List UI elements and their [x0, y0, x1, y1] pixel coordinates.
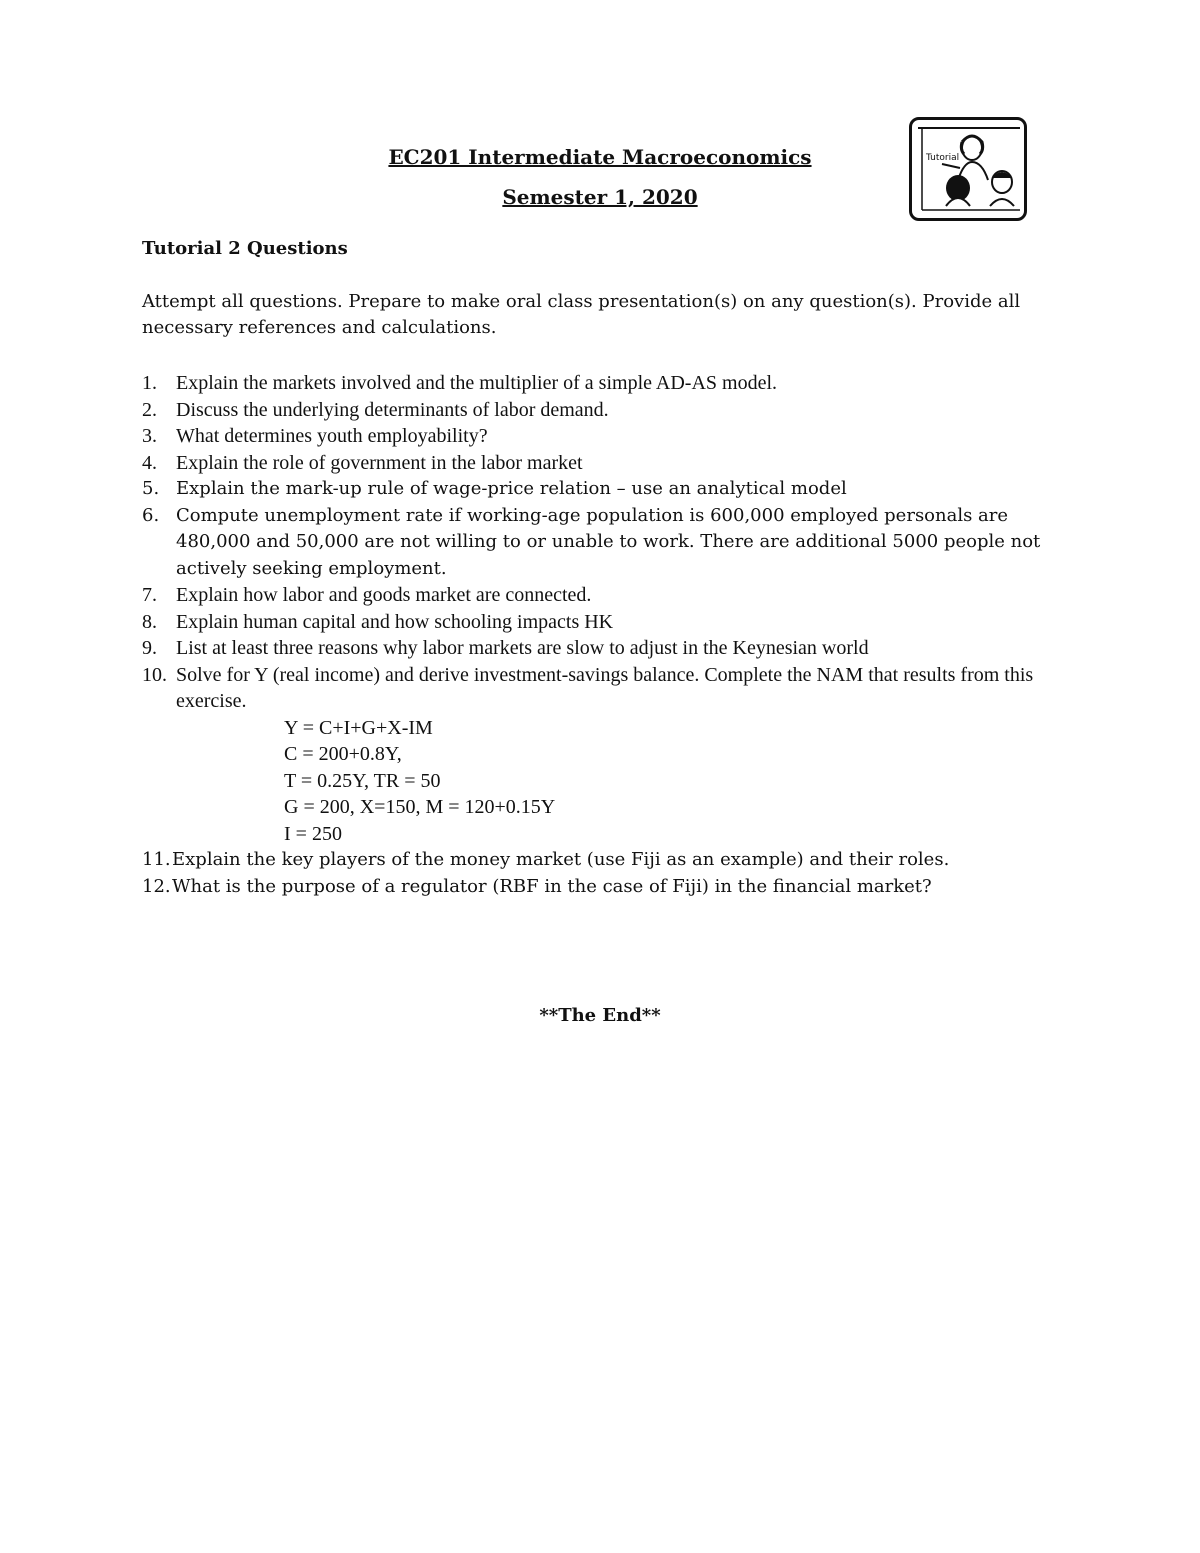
question-text: Solve for Y (real income) and derive investment-savings balance. Complete the NAM that results from this exercise. [176, 663, 1034, 712]
question-text: Explain the mark-up rule of wage-price relation – use an analytical model [176, 478, 847, 499]
question-number: 1. [142, 372, 157, 394]
tutorial-heading: Tutorial 2 Questions [142, 238, 348, 259]
course-title: EC201 Intermediate Macroeconomics [388, 145, 812, 169]
question-number: 12. [142, 875, 171, 897]
question-text: What is the purpose of a regulator (RBF in the case of Fiji) in the financial market? [172, 875, 932, 897]
equation-line: I = 250 [284, 822, 342, 845]
semester-title: Semester 1, 2020 [502, 185, 698, 209]
question-number: 7. [142, 584, 157, 606]
question-item [142, 476, 1042, 503]
question-text: Explain how labor and goods market are connected. [176, 584, 592, 606]
question-text: List at least three reasons why labor markets are slow to adjust in the Keynesian world [176, 637, 869, 659]
question-item [142, 450, 1042, 477]
tutorial-logo [909, 117, 1027, 221]
equation-line: C = 200+0.8Y, [284, 743, 402, 765]
question-text: Explain the markets involved and the multiplier of a simple AD-AS model. [176, 372, 777, 394]
question-item [142, 397, 1042, 424]
question-number: 9. [142, 637, 157, 659]
question-number: 2. [142, 398, 157, 421]
question-text: Explain human capital and how schooling impacts HK [176, 610, 614, 633]
question-list [142, 370, 1042, 900]
question-number: 11. [142, 849, 171, 870]
question-item [142, 662, 1042, 848]
question-number: 3. [142, 425, 157, 447]
question-item [142, 582, 1042, 609]
question-text: Discuss the underlying determinants of labor demand. [176, 398, 609, 421]
equation-line: T = 0.25Y, TR = 50 [284, 769, 441, 792]
question-item [142, 423, 1042, 450]
question-number: 6. [142, 504, 160, 526]
question-number: 8. [142, 610, 157, 633]
question-number: 5. [142, 478, 160, 499]
logo-label: Tutorial [926, 153, 960, 163]
question-item [142, 503, 1042, 583]
question-text: Explain the role of government in the labor market [176, 451, 583, 474]
equation-line: Y = C+I+G+X-IM [284, 716, 433, 739]
question-item [142, 370, 1042, 397]
question-text: Compute unemployment rate if working-age population is 600,000 employed personals are 480,000 and 50,000 are not willing to or unable to work. There are additional 5000 people not actively seeking employment. [176, 504, 1041, 579]
question-text: What determines youth employability? [176, 425, 488, 447]
end-marker: **The End** [539, 1005, 661, 1026]
question-item [142, 635, 1042, 662]
instructions-paragraph: Attempt all questions. Prepare to make oral class presentation(s) on any question(s). Provide all necessary references and calculations. [142, 291, 1021, 338]
question-item [142, 609, 1042, 636]
question-item [142, 847, 1042, 874]
question-text: Explain the key players of the money market (use Fiji as an example) and their roles. [172, 849, 950, 870]
equation-line: G = 200, X=150, M = 120+0.15Y [284, 796, 556, 818]
question-number: 4. [142, 451, 157, 474]
question-number: 10. [142, 663, 167, 686]
question-item [142, 874, 1042, 901]
teacher-clipart-icon [912, 120, 1024, 218]
